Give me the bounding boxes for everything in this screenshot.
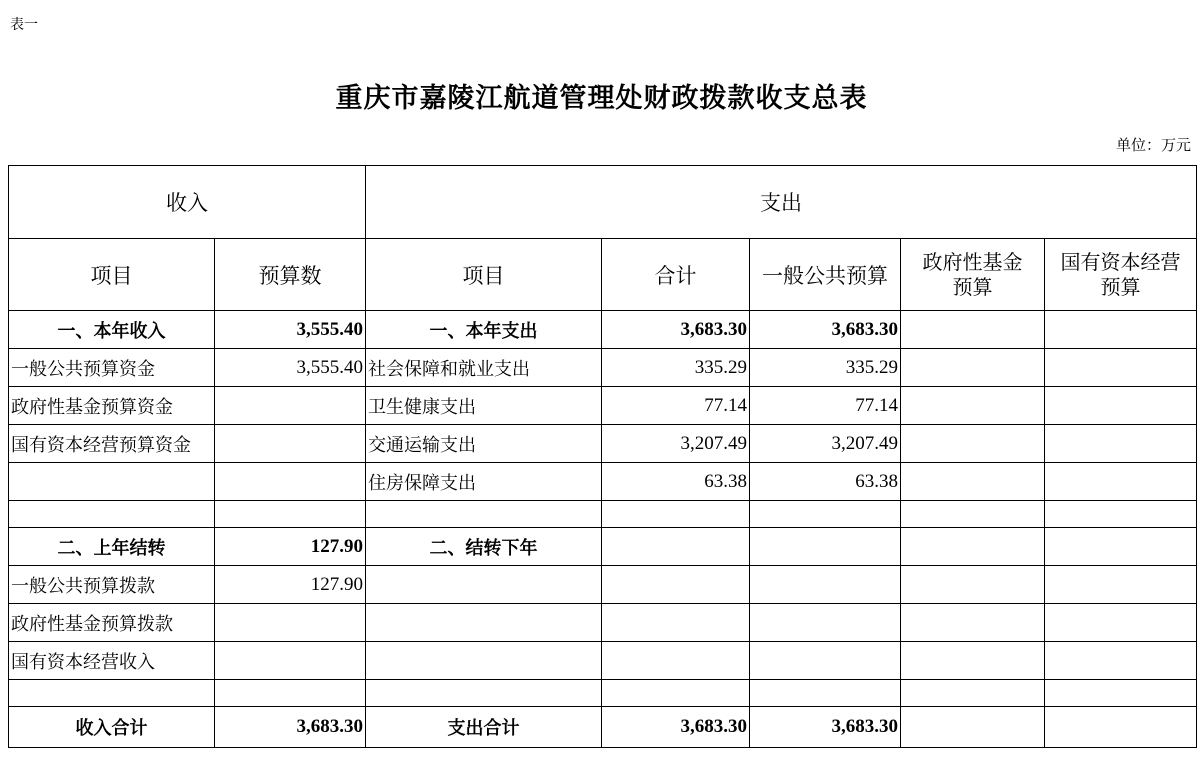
expense-fund [901,463,1045,501]
table-row [9,566,1197,604]
income-item-header: 项目 [9,239,215,311]
state-header-line2: 预算 [1100,274,1141,299]
income-total-label: 收入合计 [9,707,215,748]
expense-general [750,566,901,604]
expense-total [602,604,750,642]
expense-total: 3,683.30 [602,311,750,349]
state-capital-header [1045,239,1197,311]
income-value [215,642,366,680]
expense-state [1045,642,1197,680]
expense-total: 335.29 [602,349,750,387]
expense-state [1045,501,1197,528]
expense-total [602,528,750,566]
income-item [9,463,215,501]
total-header: 合计 [602,239,750,311]
expense-state [1045,528,1197,566]
expense-general [750,680,901,707]
expense-fund [901,604,1045,642]
table-row [9,501,1197,528]
expense-item [366,566,602,604]
income-value [215,680,366,707]
income-value: 127.90 [215,566,366,604]
budget-summary-table [8,165,1197,748]
expense-general: 335.29 [750,349,901,387]
expense-item [366,501,602,528]
expense-general: 3,683.30 [750,311,901,349]
totals-row [9,707,1197,748]
table-row [9,311,1197,349]
expense-total [602,680,750,707]
expense-item: 卫生健康支出 [366,387,602,425]
expense-total [602,566,750,604]
page-title: 重庆市嘉陵江航道管理处财政拨款收支总表 [335,83,868,114]
expense-item [366,642,602,680]
general-budget-header: 一般公共预算 [750,239,901,311]
expense-general: 77.14 [750,387,901,425]
expense-total [602,642,750,680]
fund-header-line1: 政府性基金 [922,249,1023,274]
expense-item [366,680,602,707]
expense-general [750,642,901,680]
expense-general [750,501,901,528]
expense-item: 二、结转下年 [366,528,602,566]
table-row [9,425,1197,463]
table-row [9,349,1197,387]
expense-state [1045,311,1197,349]
expense-fund-total [901,707,1045,748]
fund-header-line2: 预算 [952,274,993,299]
income-item: 政府性基金预算资金 [9,387,215,425]
table-row [9,528,1197,566]
income-item: 一、本年收入 [9,311,215,349]
expense-state [1045,680,1197,707]
income-value [215,501,366,528]
income-header: 收入 [9,166,366,239]
expense-general: 63.38 [750,463,901,501]
expense-item: 住房保障支出 [366,463,602,501]
table-row [9,604,1197,642]
expense-fund [901,387,1045,425]
income-item [9,501,215,528]
expense-general-total: 3,683.30 [750,707,901,748]
expense-general: 3,207.49 [750,425,901,463]
income-item: 国有资本经营预算资金 [9,425,215,463]
income-value [215,425,366,463]
income-item [9,680,215,707]
expense-item: 社会保障和就业支出 [366,349,602,387]
income-item: 一般公共预算拨款 [9,566,215,604]
budget-amount-header: 预算数 [215,239,366,311]
income-item: 一般公共预算资金 [9,349,215,387]
expense-header: 支出 [366,166,1197,239]
expense-total: 63.38 [602,463,750,501]
income-value: 3,555.40 [215,311,366,349]
expense-item-header: 项目 [366,239,602,311]
table-row [9,680,1197,707]
expense-state-total [1045,707,1197,748]
expense-state [1045,566,1197,604]
expense-state [1045,604,1197,642]
expense-general [750,604,901,642]
income-total-value: 3,683.30 [215,707,366,748]
income-value [215,387,366,425]
expense-state [1045,387,1197,425]
unit-label: 单位：万元 [1115,136,1191,154]
income-item: 国有资本经营收入 [9,642,215,680]
table-row [9,642,1197,680]
income-value [215,463,366,501]
expense-total-label: 支出合计 [366,707,602,748]
expense-total: 3,207.49 [602,425,750,463]
expense-fund [901,680,1045,707]
expense-total-value: 3,683.30 [602,707,750,748]
income-value: 127.90 [215,528,366,566]
income-item: 二、上年结转 [9,528,215,566]
income-value [215,604,366,642]
expense-state [1045,425,1197,463]
income-item: 政府性基金预算拨款 [9,604,215,642]
expense-fund [901,566,1045,604]
expense-fund [901,349,1045,387]
expense-state [1045,349,1197,387]
expense-item: 交通运输支出 [366,425,602,463]
expense-item: 一、本年支出 [366,311,602,349]
expense-fund [901,425,1045,463]
table-row [9,387,1197,425]
expense-state [1045,463,1197,501]
expense-fund [901,528,1045,566]
expense-item [366,604,602,642]
expense-fund [901,642,1045,680]
fund-budget-header [901,239,1045,311]
table-row [9,463,1197,501]
expense-total [602,501,750,528]
expense-fund [901,501,1045,528]
table-number-label: 表一 [10,17,38,33]
income-value: 3,555.40 [215,349,366,387]
expense-fund [901,311,1045,349]
expense-total: 77.14 [602,387,750,425]
state-header-line1: 国有资本经营 [1060,249,1181,274]
expense-general [750,528,901,566]
